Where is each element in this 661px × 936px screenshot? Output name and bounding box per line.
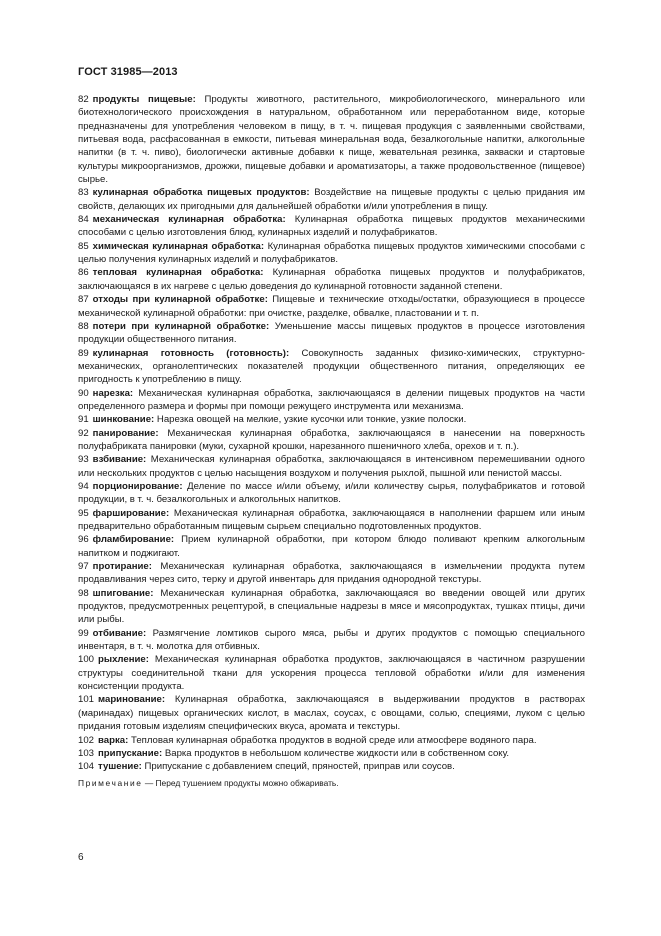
definition-entry xyxy=(78,266,585,293)
entry-term: тушение: xyxy=(98,761,142,773)
entry-text: Механическая кулинарная обработка, заключающаяся в интенсивном перемешивании одного или нескольких продуктов с целью насыщения воздухом и получения рыхлой, пышной или пенистой массы. xyxy=(78,454,585,479)
entry-number: 93 xyxy=(78,454,89,466)
entry-term: панирование: xyxy=(92,427,159,439)
definition-entry xyxy=(78,320,585,347)
entry-text: Пищевые и технические отходы/остатки, образующиеся в процессе механической кулинарной обработки: при очистке, разделке, обвалке, пластовании и т. п. xyxy=(78,294,585,319)
definition-entry xyxy=(78,734,585,747)
entry-term: тепловая кулинарная обработка: xyxy=(92,267,264,279)
entry-text: Кулинарная обработка пищевых продуктов механическими способами с целью изготовления блюд, кулинарных изделий и полуфабрикатов. xyxy=(78,214,585,239)
entry-number: 83 xyxy=(78,187,89,199)
entry-number: 84 xyxy=(78,214,89,226)
entry-number: 94 xyxy=(78,480,89,492)
entry-term: отбивание: xyxy=(92,627,147,639)
entry-number: 99 xyxy=(78,627,89,639)
entry-term: кулинарная готовность (готовность): xyxy=(92,347,290,359)
entry-number: 103 xyxy=(78,747,95,759)
entry-term: продукты пищевые: xyxy=(92,94,196,105)
entry-term: порционирование: xyxy=(92,480,183,492)
definition-entry xyxy=(78,560,585,587)
page-number: 6 xyxy=(78,852,84,863)
definition-entry xyxy=(78,427,585,454)
definition-entry xyxy=(78,480,585,507)
entry-text: Кулинарная обработка, заключающаяся в выдерживании продуктов в растворах (маринадах) пищевых органических кислот, в маслах, соусах, с овощами, солью, специями, луком с целью придания готовым изделиям специфических вкуса, аромата и текстуры. xyxy=(78,694,585,733)
entry-text: Совокупность заданных физико-химических, структурно-механических, органолептических показателей продукции общественного питания, определяющих ее пригодность к употреблению в пищу. xyxy=(78,347,585,386)
entries-container xyxy=(78,93,585,774)
entry-term: фарширование: xyxy=(92,507,170,519)
definition-entry xyxy=(78,413,585,426)
entry-term: нарезка: xyxy=(92,387,134,399)
definition-entry xyxy=(78,347,585,387)
entry-term: взбивание: xyxy=(92,454,147,466)
definition-entry xyxy=(78,627,585,654)
definition-entry xyxy=(78,587,585,627)
entry-text: Механическая кулинарная обработка продуктов, заключающаяся в частичном разрушении структуры соединительной ткани для ускорения процесса тепловой обработки и/или для изменения консистенции продукта. xyxy=(78,654,585,693)
definition-entry xyxy=(78,533,585,560)
definition-entry xyxy=(78,93,585,186)
entry-text: Воздействие на пищевые продукты с целью придания им свойств, делающих их пригодными для дальнейшей обработки и/или употребления в пищу. xyxy=(78,187,586,212)
definition-entry xyxy=(78,293,585,320)
entry-number: 82 xyxy=(78,94,89,105)
entry-term: припускание: xyxy=(98,747,163,759)
entry-number: 91 xyxy=(78,414,89,426)
entry-text: Кулинарная обработка пищевых продуктов и полуфабрикатов, заключающаяся в их нагреве с целью доведения до кулинарной готовности заданной степени. xyxy=(78,267,586,292)
entry-number: 92 xyxy=(78,427,89,439)
note xyxy=(78,777,585,789)
entry-term: потери при кулинарной обработке: xyxy=(92,320,270,332)
entry-number: 86 xyxy=(78,267,89,279)
entry-text: Механическая кулинарная обработка, заключающаяся в измельчении продукта путем продавливания через сито, терку и другой инвентарь для придания однородной текстуры. xyxy=(78,561,585,586)
entry-term: отходы при кулинарной обработке: xyxy=(92,294,268,306)
entry-number: 87 xyxy=(78,294,89,306)
entry-text: Уменьшение массы пищевых продуктов в процессе изготовления продукции общественного питания. xyxy=(78,320,585,346)
entry-text: Механическая кулинарная обработка, заключающаяся в нанесении на поверхность полуфабриката панировки (муки, сухарной крошки, нарезанного пшеничного хлеба, орехов и т. п.). xyxy=(78,427,585,452)
entry-term: протирание: xyxy=(92,561,152,573)
entry-term: шпигование: xyxy=(92,587,154,599)
entry-text: Механическая кулинарная обработка, заключающаяся в наполнении фаршем или иным предварительно обработанным пищевым сырьем специально подготовленных продуктов. xyxy=(78,507,585,532)
entry-text: Механическая кулинарная обработка, заключающаяся в делении пищевых продуктов на части определенного размера и формы при помощи режущего инструмента или механизма. xyxy=(78,387,585,412)
entry-term: варка: xyxy=(98,734,129,746)
entry-number: 89 xyxy=(78,347,89,359)
entry-text: Варка продуктов в небольшом количестве жидкости или в собственном соку. xyxy=(164,747,510,759)
definition-entry xyxy=(78,507,585,534)
entry-term: шинкование: xyxy=(92,414,155,426)
definitions-list xyxy=(78,93,585,797)
entry-text: Прием кулинарной обработки, при котором блюдо поливают крепким алкогольным напитком и поджигают. xyxy=(78,534,586,559)
entry-number: 90 xyxy=(78,387,89,399)
entry-number: 98 xyxy=(78,587,89,599)
entry-number: 97 xyxy=(78,561,89,573)
definition-entry xyxy=(78,213,585,240)
entry-term: химическая кулинарная обработка: xyxy=(92,240,265,252)
definition-entry xyxy=(78,387,585,414)
note-text: — Перед тушением продукты можно обжаривать. xyxy=(144,777,339,788)
document-header: ГОСТ 31985—2013 xyxy=(78,66,178,78)
note-label: Примечание xyxy=(78,777,143,788)
definition-entry xyxy=(78,653,585,693)
entry-term: маринование: xyxy=(98,694,166,706)
entry-text: Тепловая кулинарная обработка продуктов в водной среде или атмосфере водяного пара. xyxy=(131,734,537,746)
definition-entry xyxy=(78,240,585,267)
entry-number: 101 xyxy=(78,694,95,706)
entry-number: 100 xyxy=(78,654,95,666)
entry-text: Деление по массе и/или объему, и/или количеству сырья, полуфабрикатов и готовой продукции, в т. ч. безалкогольных и алкогольных напитков. xyxy=(78,480,585,506)
entry-text: Кулинарная обработка пищевых продуктов химическими способами с целью получения кулинарных изделий и полуфабрикатов. xyxy=(78,240,585,266)
entry-text: Нарезка овощей на мелкие, узкие кусочки или тонкие, узкие полоски. xyxy=(156,414,467,426)
entry-number: 96 xyxy=(78,534,89,546)
entry-term: механическая кулинарная обработка: xyxy=(92,214,286,226)
entry-text: Механическая кулинарная обработка, заключающаяся во введении овощей или других продуктов, предусмотренных рецептурой, в специальные надрезы в мясе и мясопродуктах, тушках птицы, дичи или рыбы. xyxy=(78,587,585,626)
entry-text: Продукты животного, растительного, микробиологического, минерального или биотехнологического происхождения в натуральном, обработанном или переработанном виде, которые предназначены для употребления человеком в пищу, в т. ч. пищевая продукция с заявленными свойствами, питьевая вода, расфасованная в емкости, питьевая минеральная вода, безалкогольные напитки, алкогольные напитки (в т. ч. пиво), биологически активные добавки к пище, жевательная резинка, закваски и стартовые культуры микроорганизмов, дрожжи, пищевые добавки и ароматизаторы, а также продовольственное (пищевое) сырье. xyxy=(78,94,585,186)
definition-entry xyxy=(78,693,585,733)
definition-entry xyxy=(78,186,585,213)
entry-number: 95 xyxy=(78,507,89,519)
definition-entry xyxy=(78,453,585,480)
entry-number: 104 xyxy=(78,761,95,773)
entry-number: 85 xyxy=(78,240,89,252)
definition-entry xyxy=(78,760,585,773)
entry-term: рыхление: xyxy=(98,654,149,666)
entry-term: фламбирование: xyxy=(92,534,175,546)
definition-entry xyxy=(78,747,585,760)
entry-term: кулинарная обработка пищевых продуктов: xyxy=(92,187,310,199)
entry-number: 88 xyxy=(78,320,89,332)
entry-text: Размягчение ломтиков сырого мяса, рыбы и других продуктов с помощью специального инвентаря, в т. ч. молотка для отбивных. xyxy=(78,627,585,653)
entry-number: 102 xyxy=(78,734,95,746)
entry-text: Припускание с добавлением специй, пряностей, приправ или соусов. xyxy=(144,761,455,773)
